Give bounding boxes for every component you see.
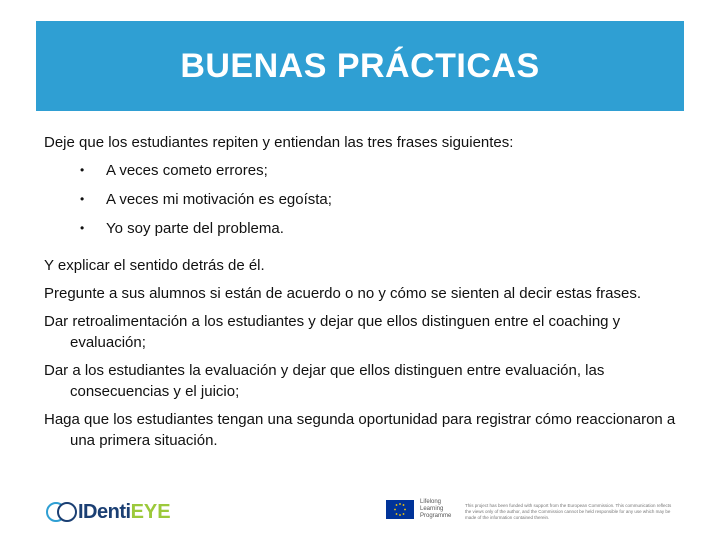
page-title: BUENAS PRÁCTICAS (180, 46, 540, 85)
paragraph: Haga que los estudiantes tengan una segunda oportunidad para registrar cómo reaccionaron a una primera situación. (44, 411, 676, 449)
bullet-text: Yo soy parte del problema. (106, 220, 284, 237)
bullet-text: A veces cometo errores; (106, 162, 268, 179)
paragraph: Pregunte a sus alumnos si están de acuerdo o no y cómo se sienten al decir estas frases. (44, 285, 641, 302)
bullet-item (44, 189, 684, 210)
bullet-text: A veces mi motivación es egoísta; (106, 191, 332, 208)
bullet-item (44, 218, 684, 239)
intro-text: Deje que los estudiantes repiten y entiendan las tres frases siguientes: (44, 134, 514, 151)
bullet-marker: • (80, 221, 85, 235)
bullet-marker: • (80, 163, 85, 177)
paragraph: Dar a los estudiantes la evaluación y dejar que ellos distinguen entre evaluación, las consecuencias y el juicio; (44, 362, 605, 400)
logo-wordmark: IDentiEYE (78, 500, 171, 523)
eu-funding-logo (386, 499, 460, 520)
llp-label: Lifelong Learning Programme (420, 499, 452, 519)
bullet-marker: • (80, 192, 85, 206)
slide-body (44, 132, 684, 451)
footer (0, 495, 720, 535)
eye-logo-icon (46, 502, 76, 522)
identieye-logo (46, 499, 171, 525)
title-banner (36, 21, 684, 111)
eu-disclaimer: This project has been funded with support from the European Commission. This communication reflects the views only of the author, and the Commission cannot be held responsible for any use which may be made of the information contained therein. (465, 503, 672, 520)
paragraph: Dar retroalimentación a los estudiantes y dejar que ellos distinguen entre el coaching y evaluación; (44, 313, 621, 351)
bullet-list (44, 160, 684, 239)
eu-flag-icon (386, 500, 414, 519)
bullet-item (44, 160, 684, 181)
paragraph: Y explicar el sentido detrás de él. (44, 257, 265, 274)
